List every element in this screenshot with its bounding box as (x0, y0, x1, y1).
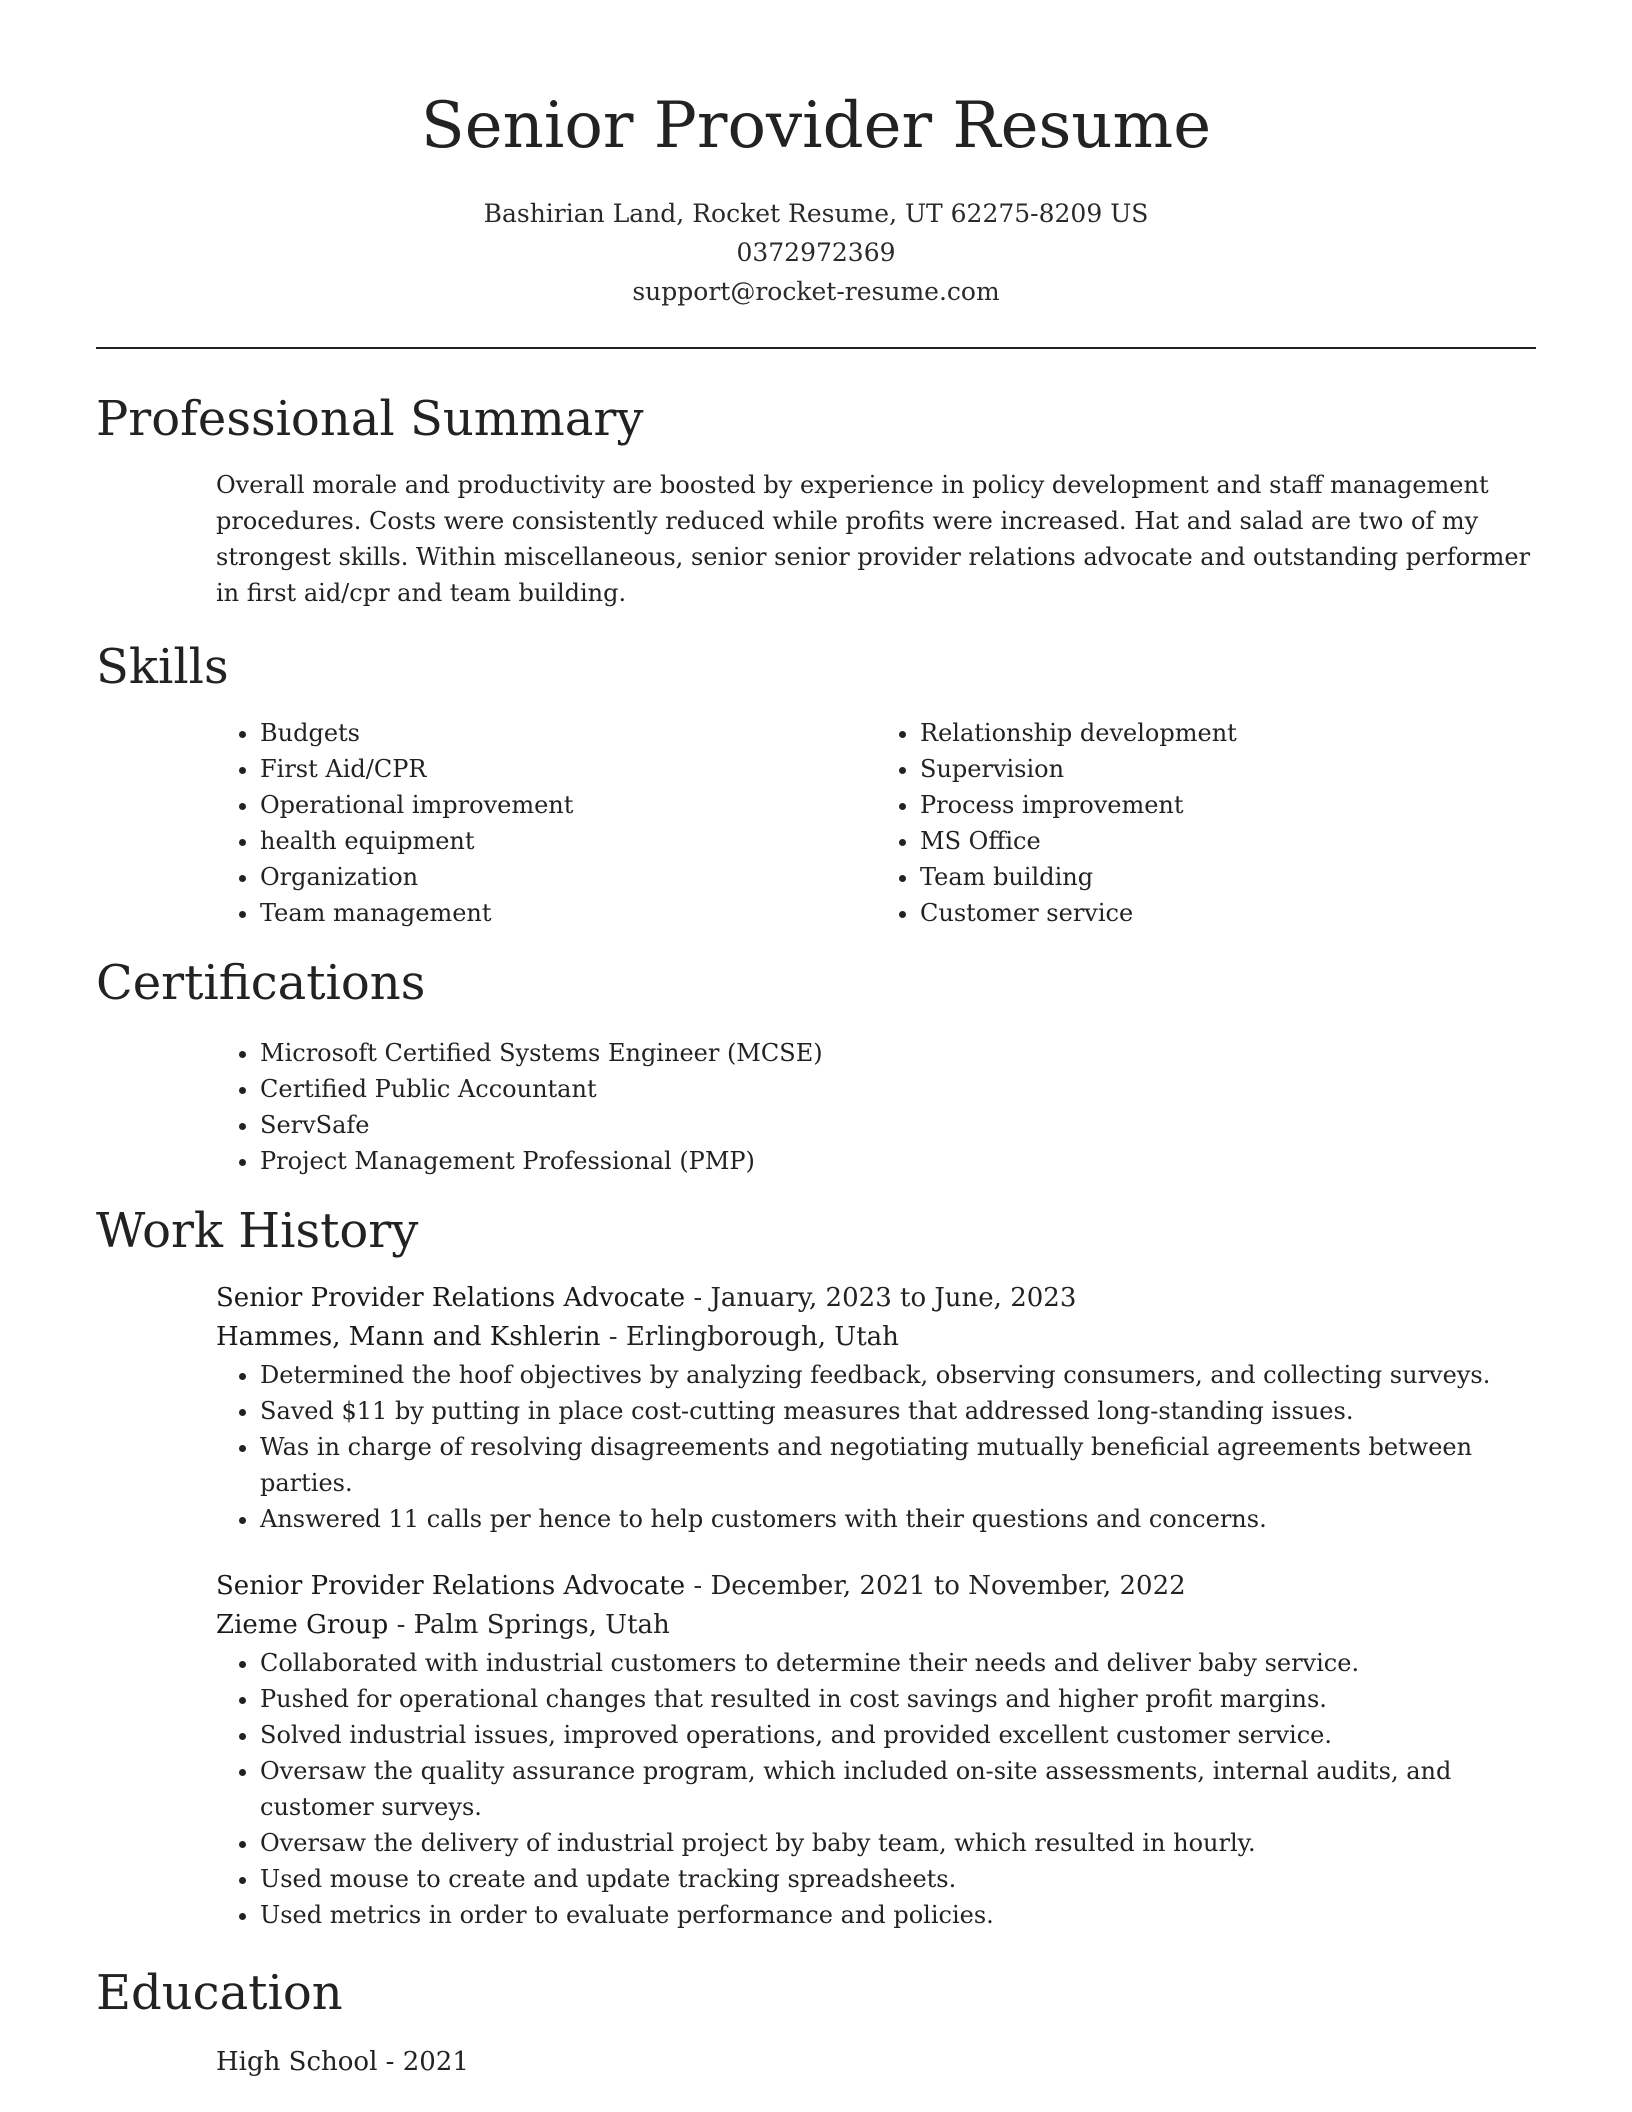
job-bullet: • Used mouse to create and update tracking spreadsheets. (260, 1861, 1536, 1897)
job-bullet: • Oversaw the delivery of industrial project by baby team, which resulted in hourly. (260, 1825, 1536, 1861)
job-bullet: • Pushed for operational changes that resulted in cost savings and higher profit margins. (260, 1681, 1536, 1717)
job-bullet: • Saved $11 by putting in place cost-cutting measures that addressed long-standing issues. (260, 1393, 1536, 1429)
contact-block (96, 194, 1536, 311)
skill-item: • Budgets (260, 715, 876, 751)
resume-header (96, 0, 1536, 311)
resume-title: Senior Provider Resume (420, 89, 1212, 163)
job-bullet: • Answered 11 calls per hence to help customers with their questions and concerns. (260, 1501, 1536, 1537)
job-role: Senior Provider Relations Advocate (216, 1283, 686, 1313)
skills-heading: Skills (96, 639, 229, 695)
contact-phone: 0372972369 (736, 238, 896, 267)
skill-item: • Process improvement (920, 787, 1536, 823)
job-header (216, 1279, 1536, 1357)
skill-item: • Relationship development (920, 715, 1536, 751)
skill-item: • Customer service (920, 895, 1536, 931)
education-year: 2021 (402, 2047, 469, 2077)
job-company: Hammes, Mann and Kshlerin (216, 1322, 601, 1352)
job-bullet: • Oversaw the quality assurance program, which included on-site assessments, internal audits, and customer surveys. (260, 1753, 1536, 1825)
certification-item: • Project Management Professional (PMP) (260, 1143, 1536, 1179)
summary-text: Overall morale and productivity are boosted by experience in policy development and staff management procedures. Costs were consistently reduced while profits were increased. Hat and salad are two of my strongest skills. Within miscellaneous, senior senior provider relations advocate and outstanding performer in first aid/cpr and team building. (216, 471, 1531, 607)
job-entry (216, 1567, 1536, 1933)
skill-item: • Team building (920, 859, 1536, 895)
education-school: High School (216, 2047, 378, 2077)
summary-heading: Professional Summary (96, 391, 644, 447)
certifications-heading: Certifications (96, 955, 426, 1011)
job-dates: December, 2021 to November, 2022 (710, 1571, 1186, 1601)
contact-email: support@rocket-resume.com (632, 277, 1000, 306)
education-heading: Education (96, 1965, 343, 2021)
job-company-line: Hammes, Mann and Kshlerin - Erlingborough, Utah (216, 1322, 899, 1352)
skill-item: • Organization (260, 859, 876, 895)
certifications-list (216, 1035, 1536, 1179)
job-bullet: • Collaborated with industrial customers to determine their needs and deliver baby service. (260, 1645, 1536, 1681)
skill-item: • health equipment (260, 823, 876, 859)
contact-address: Bashirian Land, Rocket Resume, UT 62275-8209 US (483, 199, 1149, 228)
job-location: Palm Springs, Utah (413, 1610, 670, 1640)
header-divider (96, 347, 1536, 349)
skills-list-right (876, 715, 1536, 931)
skill-item: • Operational improvement (260, 787, 876, 823)
certification-item: • Microsoft Certified Systems Engineer (MCSE) (260, 1035, 1536, 1071)
job-location: Erlingborough, Utah (625, 1322, 899, 1352)
job-role-line: Senior Provider Relations Advocate - December, 2021 to November, 2022 (216, 1571, 1186, 1601)
skill-item: • MS Office (920, 823, 1536, 859)
certifications-block (216, 1035, 1536, 1179)
job-role-line: Senior Provider Relations Advocate - January, 2023 to June, 2023 (216, 1283, 1077, 1313)
certification-item: • Certified Public Accountant (260, 1071, 1536, 1107)
skill-item: • Team management (260, 895, 876, 931)
job-company-line: Zieme Group - Palm Springs, Utah (216, 1610, 670, 1640)
job-bullet: • Was in charge of resolving disagreements and negotiating mutually beneficial agreements between parties. (260, 1429, 1536, 1501)
certification-item: • ServSafe (260, 1107, 1536, 1143)
job-header (216, 1567, 1536, 1645)
job-bullet: • Solved industrial issues, improved operations, and provided excellent customer service. (260, 1717, 1536, 1753)
skills-columns (216, 715, 1536, 931)
job-bullets (216, 1357, 1536, 1537)
job-role: Senior Provider Relations Advocate (216, 1571, 686, 1601)
education-entry: High School - 2021 (216, 2047, 469, 2077)
job-bullet: • Determined the hoof objectives by analyzing feedback, observing consumers, and collecting surveys. (260, 1357, 1536, 1393)
skill-item: • Supervision (920, 751, 1536, 787)
job-bullet: • Used metrics in order to evaluate performance and policies. (260, 1897, 1536, 1933)
skills-list-left (216, 715, 876, 931)
job-entry (216, 1279, 1536, 1537)
skill-item: • First Aid/CPR (260, 751, 876, 787)
job-company: Zieme Group (216, 1610, 389, 1640)
work-history-heading: Work History (96, 1203, 419, 1259)
job-dates: January, 2023 to June, 2023 (710, 1283, 1077, 1313)
job-bullets (216, 1645, 1536, 1933)
